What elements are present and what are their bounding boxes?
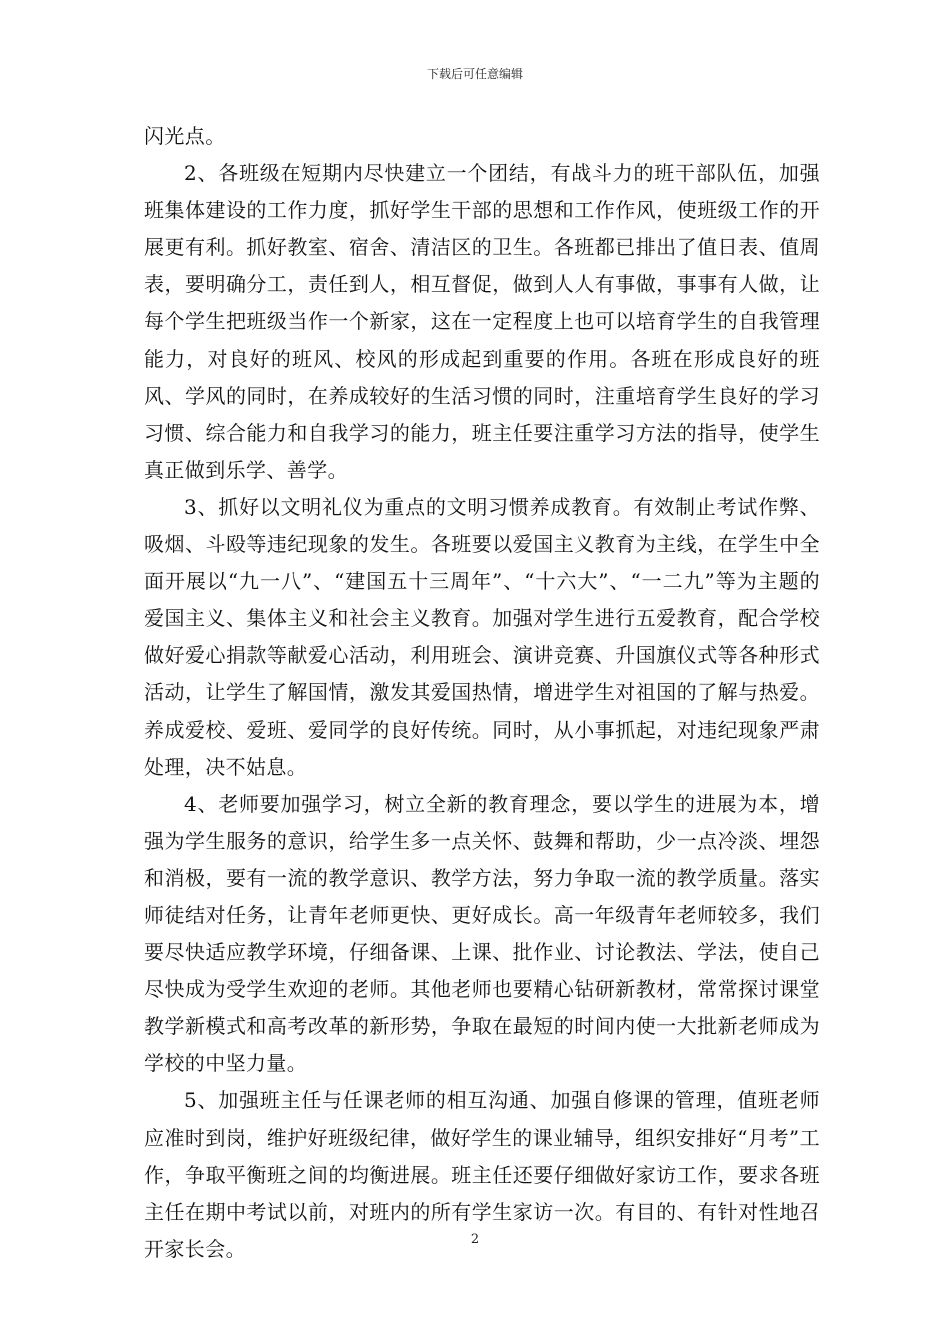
- paragraph-item-2: 2、各班级在短期内尽快建立一个团结，有战斗力的班干部队伍，加强班集体建设的工作力度，抓好学生干部的思想和工作作风，使班级工作的开展更有利。抓好教室、宿舍、清洁区的卫生。各班都已排出了值日表、值周表，要明确分工，责任到人，相互督促，做到人人有事做，事事有人做，让每个学生把班级当作一个新家，这在一定程度上也可以培育学生的自我管理能力，对良好的班风、校风的形成起到重要的作用。各班在形成良好的班风、学风的同时，在养成较好的生活习惯的同时，注重培育学生良好的学习习惯、综合能力和自我学习的能力，班主任要注重学习方法的指导，使学生真正做到乐学、善学。: [144, 161, 820, 482]
- paragraph-item-5: 5、加强班主任与任课老师的相互沟通、加强自修课的管理，值班老师应准时到岗，维护好班级纪律，做好学生的课业辅导，组织安排好“月考”工作，争取平衡班之间的均衡进展。班主任还要仔细做好家访工作，要求各班主任在期中考试以前，对班内的所有学生家访一次。有目的、有针对性地召开家长会。: [144, 1088, 820, 1261]
- document-body: [144, 118, 820, 1268]
- paragraph-item-3: 3、抓好以文明礼仪为重点的文明习惯养成教育。有效制止考试作弊、吸烟、斗殴等违纪现象的发生。各班要以爱国主义教育为主线，在学生中全面开展以“九一八”、“建国五十三周年”、“十六大”、“一二九”等为主题的爱国主义、集体主义和社会主义教育。加强对学生进行五爱教育，配合学校做好爱心捐款等献爱心活动，利用班会、演讲竞赛、升国旗仪式等各种形式活动，让学生了解国情，激发其爱国热情，增进学生对祖国的了解与热爱。养成爱校、爱班、爱同学的良好传统。同时，从小事抓起，对违纪现象严肃处理，决不姑息。: [144, 494, 820, 779]
- paragraph-continuation: 闪光点。: [144, 124, 226, 148]
- page-number: 2: [470, 1232, 480, 1247]
- paragraph-item-4: 4、老师要加强学习，树立全新的教育理念，要以学生的进展为本，增强为学生服务的意识，给学生多一点关怀、鼓舞和帮助，少一点冷淡、埋怨和消极，要有一流的教学意识、教学方法，努力争取一流的教学质量。落实师徒结对任务，让青年老师更快、更好成长。高一年级青年老师较多，我们要尽快适应教学环境，仔细备课、上课、批作业、讨论教法、学法，使自己尽快成为受学生欢迎的老师。其他老师也要精心钻研新教材，常常探讨课堂教学新模式和高考改革的新形势，争取在最短的时间内使一大批新老师成为学校的中坚力量。: [144, 791, 820, 1076]
- page-header: 下载后可任意编辑: [426, 67, 523, 81]
